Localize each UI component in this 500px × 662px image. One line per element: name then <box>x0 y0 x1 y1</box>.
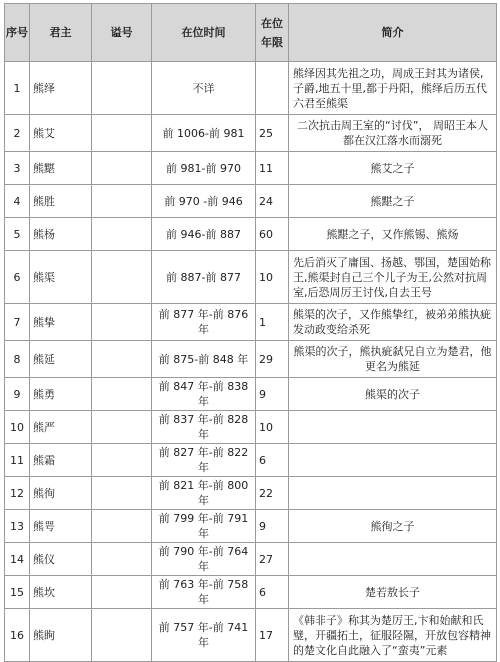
rulers-table <box>4 3 497 662</box>
header-index: 序号 <box>5 4 30 62</box>
cell-years: 24 <box>256 185 289 218</box>
header-reign-period: 在位时间 <box>152 4 256 62</box>
cell-summary: 熊渠的次子 <box>289 378 497 411</box>
cell-posthumous <box>92 576 152 609</box>
cell-posthumous <box>92 510 152 543</box>
cell-years: 11 <box>256 152 289 185</box>
table-row <box>5 218 497 251</box>
cell-period: 前 827 年-前 822 年 <box>152 444 256 477</box>
cell-index: 1 <box>5 62 30 115</box>
cell-index: 5 <box>5 218 30 251</box>
cell-ruler: 熊黮 <box>30 152 92 185</box>
cell-summary: 先后消灭了庸国、扬越、鄂国，楚国始称王,熊渠封自己三个儿子为王,公然对抗周室,后恐周厉王讨伐,自去王号 <box>289 251 497 304</box>
cell-period: 前 970 -前 946 <box>152 185 256 218</box>
cell-ruler: 熊仪 <box>30 543 92 576</box>
cell-ruler: 熊渠 <box>30 251 92 304</box>
cell-period: 前 1006-前 981 <box>152 115 256 152</box>
table-row <box>5 115 497 152</box>
cell-ruler: 熊胜 <box>30 185 92 218</box>
cell-summary: 熊渠的次子，熊执疵弑兄自立为楚君，他更名为熊延 <box>289 341 497 378</box>
header-posthumous: 谥号 <box>92 4 152 62</box>
cell-index: 10 <box>5 411 30 444</box>
cell-posthumous <box>92 218 152 251</box>
cell-period: 前 877 年-前 876 年 <box>152 304 256 341</box>
cell-ruler: 熊勇 <box>30 378 92 411</box>
cell-period: 前 790 年-前 764 年 <box>152 543 256 576</box>
cell-summary <box>289 477 497 510</box>
cell-years: 25 <box>256 115 289 152</box>
cell-index: 2 <box>5 115 30 152</box>
cell-years: 6 <box>256 576 289 609</box>
cell-index: 8 <box>5 341 30 378</box>
cell-summary: 熊徇之子 <box>289 510 497 543</box>
cell-summary <box>289 543 497 576</box>
cell-ruler: 熊眴 <box>30 609 92 662</box>
cell-index: 3 <box>5 152 30 185</box>
cell-index: 6 <box>5 251 30 304</box>
cell-ruler: 熊徇 <box>30 477 92 510</box>
cell-period: 前 875-前 848 年 <box>152 341 256 378</box>
cell-period: 不详 <box>152 62 256 115</box>
table-row <box>5 62 497 115</box>
cell-ruler: 熊坎 <box>30 576 92 609</box>
cell-years <box>256 62 289 115</box>
cell-index: 4 <box>5 185 30 218</box>
cell-period: 前 763 年-前 758 年 <box>152 576 256 609</box>
cell-ruler: 熊霜 <box>30 444 92 477</box>
table-row <box>5 152 497 185</box>
table-row <box>5 576 497 609</box>
cell-ruler: 熊严 <box>30 411 92 444</box>
header-reign-years: 在位年限 <box>256 4 289 62</box>
cell-posthumous <box>92 477 152 510</box>
cell-summary: 熊绎因其先祖之功，周成王封其为诸侯,子爵,地五十里,都于丹阳，熊绎后历五代六君至熊渠 <box>289 62 497 115</box>
cell-period: 前 887-前 877 <box>152 251 256 304</box>
cell-index: 11 <box>5 444 30 477</box>
cell-posthumous <box>92 251 152 304</box>
cell-index: 15 <box>5 576 30 609</box>
cell-years: 60 <box>256 218 289 251</box>
cell-years: 6 <box>256 444 289 477</box>
cell-posthumous <box>92 152 152 185</box>
cell-summary: 《韩非子》称其为楚厉王,卞和始献和氏璧，开疆拓土，征服陉隰，开放包容精神的楚文化自此融入了“蛮夷”元素 <box>289 609 497 662</box>
cell-summary: 楚若敖长子 <box>289 576 497 609</box>
cell-ruler: 熊绎 <box>30 62 92 115</box>
cell-index: 12 <box>5 477 30 510</box>
table-row <box>5 341 497 378</box>
table-row <box>5 411 497 444</box>
table-row <box>5 185 497 218</box>
cell-posthumous <box>92 444 152 477</box>
cell-years: 10 <box>256 411 289 444</box>
cell-summary <box>289 411 497 444</box>
cell-period: 前 757 年-前 741 年 <box>152 609 256 662</box>
cell-posthumous <box>92 411 152 444</box>
cell-posthumous <box>92 378 152 411</box>
table-row <box>5 251 497 304</box>
cell-period: 前 981-前 970 <box>152 152 256 185</box>
cell-posthumous <box>92 185 152 218</box>
table-row <box>5 477 497 510</box>
table-row <box>5 444 497 477</box>
cell-ruler: 熊咢 <box>30 510 92 543</box>
table-row <box>5 609 497 662</box>
cell-years: 9 <box>256 378 289 411</box>
table-row <box>5 510 497 543</box>
cell-posthumous <box>92 62 152 115</box>
table-header-row <box>5 4 497 62</box>
cell-summary: 熊艾之子 <box>289 152 497 185</box>
cell-summary: 熊渠的次子，又作熊挚红，被弟弟熊执疵发动政变给杀死 <box>289 304 497 341</box>
cell-posthumous <box>92 304 152 341</box>
cell-years: 9 <box>256 510 289 543</box>
cell-period: 前 821 年-前 800 年 <box>152 477 256 510</box>
cell-years: 1 <box>256 304 289 341</box>
cell-index: 13 <box>5 510 30 543</box>
cell-period: 前 799 年-前 791 年 <box>152 510 256 543</box>
cell-years: 10 <box>256 251 289 304</box>
cell-ruler: 熊杨 <box>30 218 92 251</box>
cell-period: 前 837 年-前 828 年 <box>152 411 256 444</box>
cell-index: 7 <box>5 304 30 341</box>
cell-index: 9 <box>5 378 30 411</box>
cell-years: 17 <box>256 609 289 662</box>
cell-period: 前 847 年-前 838 年 <box>152 378 256 411</box>
cell-years: 27 <box>256 543 289 576</box>
cell-years: 22 <box>256 477 289 510</box>
table-row <box>5 304 497 341</box>
cell-index: 14 <box>5 543 30 576</box>
cell-ruler: 熊挚 <box>30 304 92 341</box>
cell-posthumous <box>92 609 152 662</box>
cell-posthumous <box>92 115 152 152</box>
cell-summary: 熊黮之子 <box>289 185 497 218</box>
header-summary: 简介 <box>289 4 497 62</box>
cell-summary: 熊黮之子，又作熊锡、熊炀 <box>289 218 497 251</box>
table-row <box>5 378 497 411</box>
cell-posthumous <box>92 341 152 378</box>
table-row <box>5 543 497 576</box>
cell-period: 前 946-前 887 <box>152 218 256 251</box>
cell-summary <box>289 444 497 477</box>
cell-years: 29 <box>256 341 289 378</box>
cell-posthumous <box>92 543 152 576</box>
cell-summary: 二次抗击周王室的“讨伐”， 周昭王本人都在汉江落水而溺死 <box>289 115 497 152</box>
cell-ruler: 熊延 <box>30 341 92 378</box>
header-ruler: 君主 <box>30 4 92 62</box>
table-wrapper <box>4 3 497 662</box>
cell-ruler: 熊艾 <box>30 115 92 152</box>
cell-index: 16 <box>5 609 30 662</box>
